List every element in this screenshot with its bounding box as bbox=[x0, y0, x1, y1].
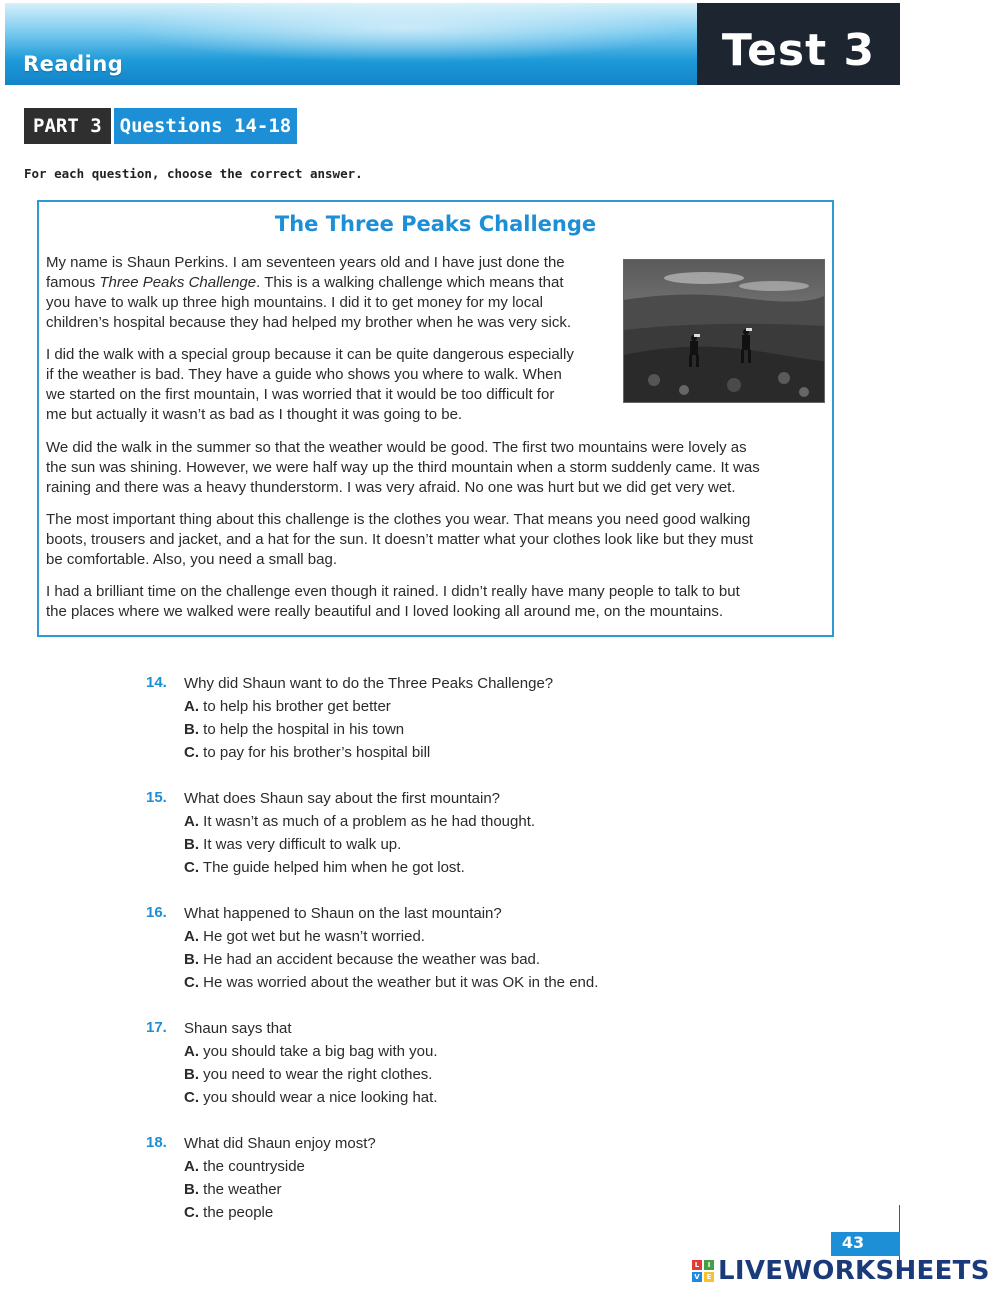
option-letter: B. bbox=[184, 836, 199, 853]
answer-option[interactable] bbox=[184, 1157, 305, 1177]
article-paragraph-1 bbox=[46, 253, 571, 333]
question-number: 18. bbox=[146, 1134, 167, 1151]
answer-option[interactable] bbox=[184, 950, 540, 970]
answer-option[interactable] bbox=[184, 1065, 432, 1085]
answer-option[interactable] bbox=[184, 858, 465, 878]
logo-letter: E bbox=[704, 1272, 714, 1282]
paragraph-line: boots, trousers and jacket, and a hat for the sun. It doesn’t matter what your clothes look like but they must bbox=[46, 531, 754, 548]
option-text: The guide helped him when he got lost. bbox=[202, 859, 465, 876]
option-text: It was very difficult to walk up. bbox=[203, 836, 402, 853]
option-text: He had an accident because the weather was bad. bbox=[203, 951, 541, 968]
option-text: the weather bbox=[203, 1181, 282, 1198]
test-label-box bbox=[697, 3, 900, 85]
paragraph-line: we started on the first mountain, I was worried that it would be too difficult for bbox=[46, 386, 555, 403]
article-paragraph-2 bbox=[46, 345, 574, 425]
liveworksheets-logo-icon bbox=[692, 1260, 714, 1282]
part-label: PART 3 bbox=[24, 108, 111, 144]
paragraph-line: raining and there was a heavy thunderstorm. I was very afraid. No one was hurt but we did get very wet. bbox=[46, 479, 736, 496]
option-letter: C. bbox=[184, 974, 199, 991]
paragraph-line: you have to walk up three high mountains. I did it to get money for my local bbox=[46, 294, 543, 311]
line-segment: famous bbox=[46, 274, 100, 291]
option-letter: A. bbox=[184, 1158, 199, 1175]
questions-range-label: Questions 14-18 bbox=[114, 108, 298, 144]
answer-option[interactable] bbox=[184, 812, 535, 832]
page-number: 43 bbox=[841, 1233, 865, 1252]
paragraph-line: if the weather is bad. They have a guide who shows you where to walk. When bbox=[46, 366, 562, 383]
page-number-box bbox=[831, 1232, 900, 1256]
option-text: you should wear a nice looking hat. bbox=[203, 1089, 438, 1106]
article-paragraph-5 bbox=[46, 582, 740, 622]
option-letter: C. bbox=[184, 1089, 199, 1106]
answer-option[interactable] bbox=[184, 720, 404, 740]
article-title: The Three Peaks Challenge bbox=[274, 212, 597, 236]
hikers-photo bbox=[623, 259, 825, 403]
question-stem: What did Shaun enjoy most? bbox=[184, 1135, 376, 1152]
paragraph-line: be comfortable. Also, you need a small bag. bbox=[46, 551, 338, 568]
question-stem: What happened to Shaun on the last mountain? bbox=[184, 905, 502, 922]
option-letter: B. bbox=[184, 721, 199, 738]
answer-option[interactable] bbox=[184, 973, 598, 993]
option-text: It wasn’t as much of a problem as he had thought. bbox=[203, 813, 536, 830]
option-letter: A. bbox=[184, 928, 199, 945]
article-paragraph-3 bbox=[46, 438, 760, 498]
paragraph-line: My name is Shaun Perkins. I am seventeen years old and I have just done the bbox=[46, 254, 565, 271]
paragraph-line: the places where we walked were really beautiful and I loved looking all around me, on the mountains. bbox=[46, 603, 724, 620]
paragraph-line: the sun was shining. However, we were half way up the third mountain when a storm suddenly came. It was bbox=[46, 459, 760, 476]
liveworksheets-wordmark: LIVEWORKSHEETS bbox=[718, 1256, 990, 1286]
paragraph-line: me but actually it wasn’t as bad as I thought it was going to be. bbox=[46, 406, 463, 423]
question-number: 14. bbox=[146, 674, 167, 691]
instruction-text: For each question, choose the correct answer. bbox=[24, 166, 363, 181]
option-letter: C. bbox=[184, 859, 199, 876]
option-text: the countryside bbox=[203, 1158, 305, 1175]
option-text: to help his brother get better bbox=[203, 698, 391, 715]
banner-highlight bbox=[125, 3, 685, 63]
paragraph-line: The most important thing about this challenge is the clothes you wear. That means you need good walking bbox=[46, 511, 751, 528]
option-letter: B. bbox=[184, 1066, 199, 1083]
question-stem: What does Shaun say about the first mountain? bbox=[184, 790, 501, 807]
header-banner bbox=[5, 3, 697, 85]
answer-option[interactable] bbox=[184, 835, 401, 855]
line-segment: . This is a walking challenge which means that bbox=[256, 274, 564, 291]
option-text: to help the hospital in his town bbox=[203, 721, 405, 738]
hikers-photo-image bbox=[624, 260, 824, 402]
italic-title: Three Peaks Challenge bbox=[99, 274, 257, 291]
option-letter: A. bbox=[184, 1043, 199, 1060]
option-letter: B. bbox=[184, 951, 199, 968]
answer-option[interactable] bbox=[184, 1088, 438, 1108]
option-letter: C. bbox=[184, 744, 199, 761]
section-title: Reading bbox=[23, 52, 124, 76]
option-text: He got wet but he wasn’t worried. bbox=[203, 928, 425, 945]
article-paragraph-4 bbox=[46, 510, 753, 570]
answer-option[interactable] bbox=[184, 927, 425, 947]
option-text: you should take a big bag with you. bbox=[203, 1043, 438, 1060]
paragraph-line: I had a brilliant time on the challenge even though it rained. I didn’t really have many people to talk to but bbox=[46, 583, 740, 600]
option-text: to pay for his brother’s hospital bill bbox=[203, 744, 431, 761]
question-stem: Shaun says that bbox=[184, 1020, 292, 1037]
option-letter: B. bbox=[184, 1181, 199, 1198]
answer-option[interactable] bbox=[184, 1203, 273, 1223]
answer-option[interactable] bbox=[184, 743, 430, 763]
option-text: you need to wear the right clothes. bbox=[203, 1066, 433, 1083]
option-letter: A. bbox=[184, 698, 199, 715]
question-number: 17. bbox=[146, 1019, 167, 1036]
logo-letter: L bbox=[692, 1260, 702, 1270]
part-header bbox=[24, 108, 297, 144]
option-letter: C. bbox=[184, 1204, 199, 1221]
paragraph-line bbox=[46, 273, 571, 293]
option-text: He was worried about the weather but it was OK in the end. bbox=[203, 974, 599, 991]
article-box bbox=[37, 200, 834, 637]
option-text: the people bbox=[203, 1204, 274, 1221]
test-label: Test 3 bbox=[721, 25, 876, 76]
answer-option[interactable] bbox=[184, 1042, 438, 1062]
paragraph-line: I did the walk with a special group because it can be quite dangerous especially bbox=[46, 346, 574, 363]
question-stem: Why did Shaun want to do the Three Peaks Challenge? bbox=[184, 675, 554, 692]
answer-option[interactable] bbox=[184, 697, 391, 717]
logo-letter: V bbox=[692, 1272, 702, 1282]
question-number: 16. bbox=[146, 904, 167, 921]
paragraph-line: children’s hospital because they had helped my brother when he was very sick. bbox=[46, 314, 572, 331]
logo-letter: I bbox=[704, 1260, 714, 1270]
question-number: 15. bbox=[146, 789, 167, 806]
paragraph-line: We did the walk in the summer so that the weather would be good. The first two mountains were lovely as bbox=[46, 439, 747, 456]
answer-option[interactable] bbox=[184, 1180, 282, 1200]
liveworksheets-logo bbox=[692, 1254, 990, 1288]
option-letter: A. bbox=[184, 813, 199, 830]
